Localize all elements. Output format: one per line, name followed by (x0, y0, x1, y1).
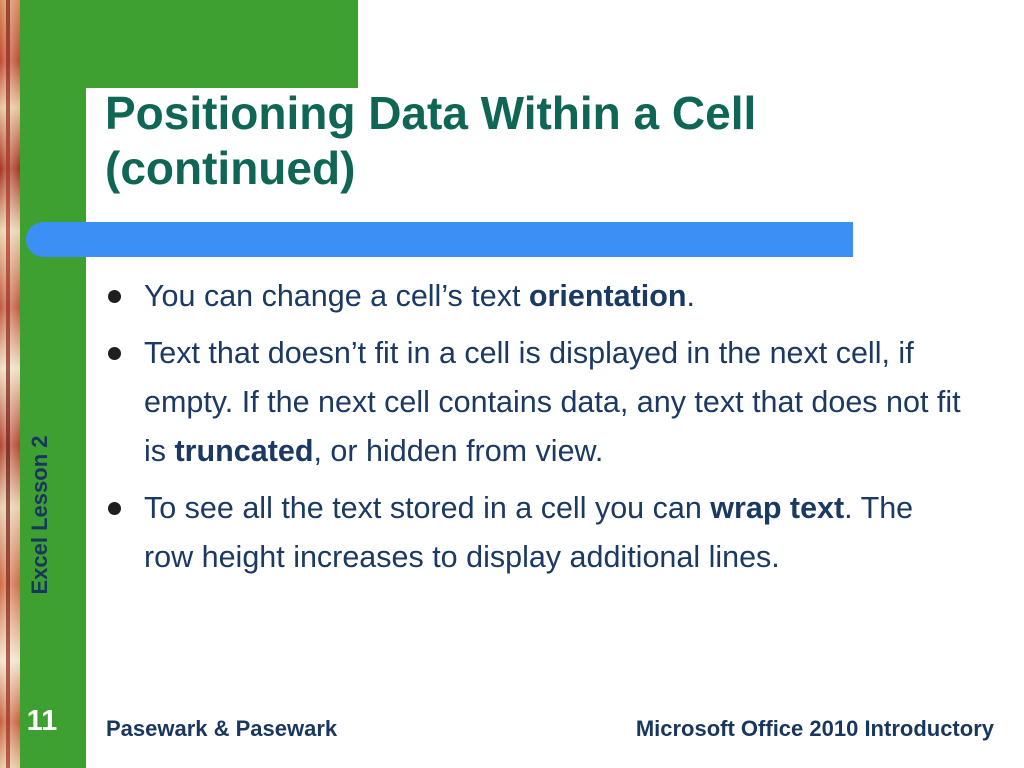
slide-title-line-2: (continued) (105, 142, 356, 194)
title-underline-bar (26, 222, 853, 257)
footer-book-title: Microsoft Office 2010 Introductory (635, 716, 994, 741)
bullet-dot-icon (108, 290, 121, 303)
bold-term: truncated (174, 434, 314, 468)
green-top-band (20, 0, 358, 88)
green-side-band (20, 0, 86, 768)
bullet-item: You can change a cell’s text orientation. (104, 272, 964, 321)
bullet-item: Text that doesn’t fit in a cell is displayed in the next cell, if empty. If the next cell contains data, any text that does not fit is truncated, or hidden from view. (104, 329, 964, 476)
bold-term: wrap text (710, 491, 845, 525)
bullet-item: To see all the text stored in a cell you can wrap text. The row height increases to display additional lines. (104, 484, 964, 582)
lesson-side-label: Excel Lesson 2 (27, 435, 52, 595)
footer-author: Pasewark & Pasewark (106, 716, 338, 741)
bold-term: orientation (528, 279, 687, 313)
bullet-list (104, 272, 964, 590)
slide-number: 11 (26, 705, 58, 737)
slide-title (105, 86, 905, 196)
bullet-dot-icon (108, 502, 121, 515)
slide-title-line-1: Positioning Data Within a Cell (105, 87, 757, 139)
decorative-side-image (0, 0, 20, 768)
bullet-dot-icon (108, 347, 121, 360)
